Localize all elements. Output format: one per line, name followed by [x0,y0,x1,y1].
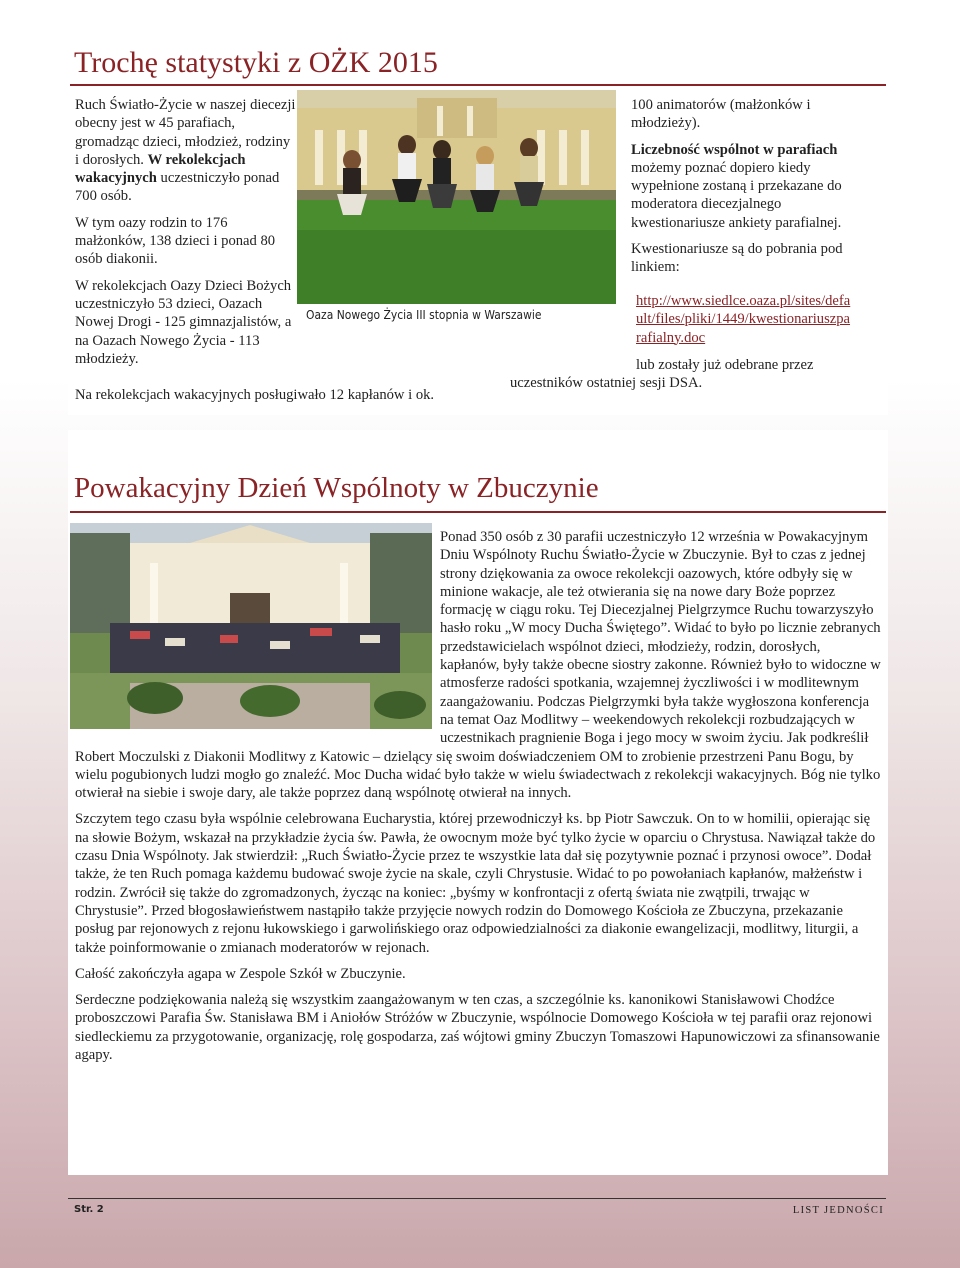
paragraph: Kwestionariusze są do pobrania pod linkiem: [631,241,843,276]
footer-rule [68,1198,886,1199]
paragraph-dsa: lub zostały już odebrane przez uczestników ostatniej sesji DSA. [510,357,814,392]
paragraph: Szczytem tego czasu była wspólnie celebrowana Eucharystia, której przewodniczył ks. bp Piotr Sawczuk. On to w homilii, opierając się na słowie Bożym, wskazał na przykładzie życia św. Pawła, że owocnym może być tylko życie w oparciu o Chrystusa. Nawiązał także do czasu Dnia Wspólnoty. Jak stwierdził: „Ruch Światło-Życie przez te wszystkie lata dał się pozytywnie poznać i przynosi owoce”. Dodał także, że ten Ruch pomaga każdemu budować swoje życie na skale, czyli Chrystusie. Widać to po powołaniach kapłanów, małżeństw i rodzin. Zwrócił się także do zgromadzonych, życząc na koniec: „byśmy w konfrontacji z ofertą świata nie zwątpili, trwając w Chrystusie”. Przed błogosławieństwem nastąpiło także przyjęcie nowych rodzin do Domowego Kościoła ze Zbuczyna, przekazanie posług par rejonowych z rejonu łukowskiego i garwolińskiego oraz odpowiedzialności za diakonie ewangelizacji, modlitwy, liturgii, a także poinformowanie o zmianach moderatorów w rejonach. [75,811,876,956]
download-link[interactable] [636,292,854,347]
paragraph: W tym oazy rodzin to 176 małżonków, 138 dzieci i ponad 80 osób diakonii. [75,214,276,268]
photo-caption: Oaza Nowego Życia III stopnia w Warszawie [306,307,542,322]
text: Ruch Światło-Życie w naszej diecezji obecny jest w 45 parafiach, gromadząc dzieci, młodzież, rodziny i dorosłych. [75,97,296,168]
title-rule [70,84,886,86]
paragraph: Serdeczne podziękowania należą się wszystkim zaangażowanym w ten czas, a szczególnie ks. kanonikowi Stanisławowi Chodźce proboszczowi Parafia Św. Stanisława BM i Aniołów Stróżów w Zbuczynie, wspólnocie Domowego Kościoła w tej parafii oraz rejonowi siedleckiemu za przygotowanie, organizację, rolę gospodarza, zaś wójtowi gminy Zbuczyn Tomaszowi Hapunowiczowi za sfinansowanie agapy. [75,992,880,1064]
paragraph: Ponad 350 osób z 30 parafii uczestniczyło 12 września w Powakacyjnym Dniu Wspólnoty Ruchu Światło-Życie w Zbuczynie. Był to czas z jednej strony dziękowania za owoce rekolekcji oazowych, które odbyły się w minione wakacje, ale też otwierania się na nowe dary Boże poprzez formację w ciągu roku. Tej Diecezjalnej Pielgrzymce Ruchu towarzyszyło hasło roku „W mocy Ducha Świętego”. Widać to było po licznie zebranych przedstawicielach wspólnot dzieci, młodzieży, rodzin, dorosłych, kapłanów, były także obecne siostry zakonne. Również było to widoczne w atmosferze radości spotkania, wzajemnej życzliwości i w modlitewnym zaangażowaniu. Podczas Pielgrzymki była także wygłoszona konferencja na temat Oaz Modlitwy – weekendowych rekolekcji rozbudzających w uczestnikach pragnienie Boga i jego mocy w swoim życiu. Jak podkreślił Robert Moczulski z Diakonii Modlitwy z Katowic – dzielący się swoim doświadczeniem OM to zrobienie przestrzeni Panu Bogu, by wielu pogubionych ludzi mogło go znaleźć. Moc Ducha widać było także w wielu świadectwach z rekolekcji wakacyjnych. Bóg nie tylko otwierał na siebie i swoje dary, ale także poprzez daną wspólnotę otwierał na innych. [75,529,881,802]
paragraph [75,96,297,206]
section-title-statistics: Trochę statystyki z OŻK 2015 [74,46,438,79]
paragraph: 100 animatorów (małżonków i młodzieży). [631,97,811,132]
page-number: Str. 2 [74,1204,104,1215]
text: możemy poznać dopiero kiedy wypełnione zostaną i przekazane do moderatora diecezjalnego kwestionariusze ankiety parafialnej. [631,159,842,231]
text: uczestniczyło ponad 700 osób. [75,170,280,205]
title-rule [70,511,886,513]
publication-name: LIST JEDNOŚCI [792,1205,884,1216]
paragraph-priests: Na rekolekcjach wakacyjnych posługiwało 12 kapłanów i ok. [75,387,435,403]
jumping-group-image [297,90,616,304]
article-body [75,528,881,1072]
photo-warsaw-oaza [297,90,616,304]
float-spacer [75,528,440,743]
bold-text: W rekolekcjach wakacyjnych [75,151,246,187]
bold-text: Liczebność wspólnot w parafiach [631,141,838,158]
questionnaire-link[interactable]: http://www.siedlce.oaza.pl/sites/default/files/pliki/1449/kwestionariuszparafialny.doc [636,293,851,346]
paragraph: W rekolekcjach Oazy Dzieci Bożych uczestniczyło 53 dzieci, Oazach Nowej Drogi - 125 gimnazjalistów, a na Oazach Nowego Życia - 113 młodzieży. [75,277,292,367]
statistics-column-3 [631,96,867,285]
section-title-zbuczyn: Powakacyjny Dzień Wspólnoty w Zbuczynie [74,472,599,504]
paragraph [631,141,867,232]
statistics-column-1 [75,96,297,376]
paragraph: Całość zakończyła agapa w Zespole Szkół w Zbuczynie. [75,965,406,982]
